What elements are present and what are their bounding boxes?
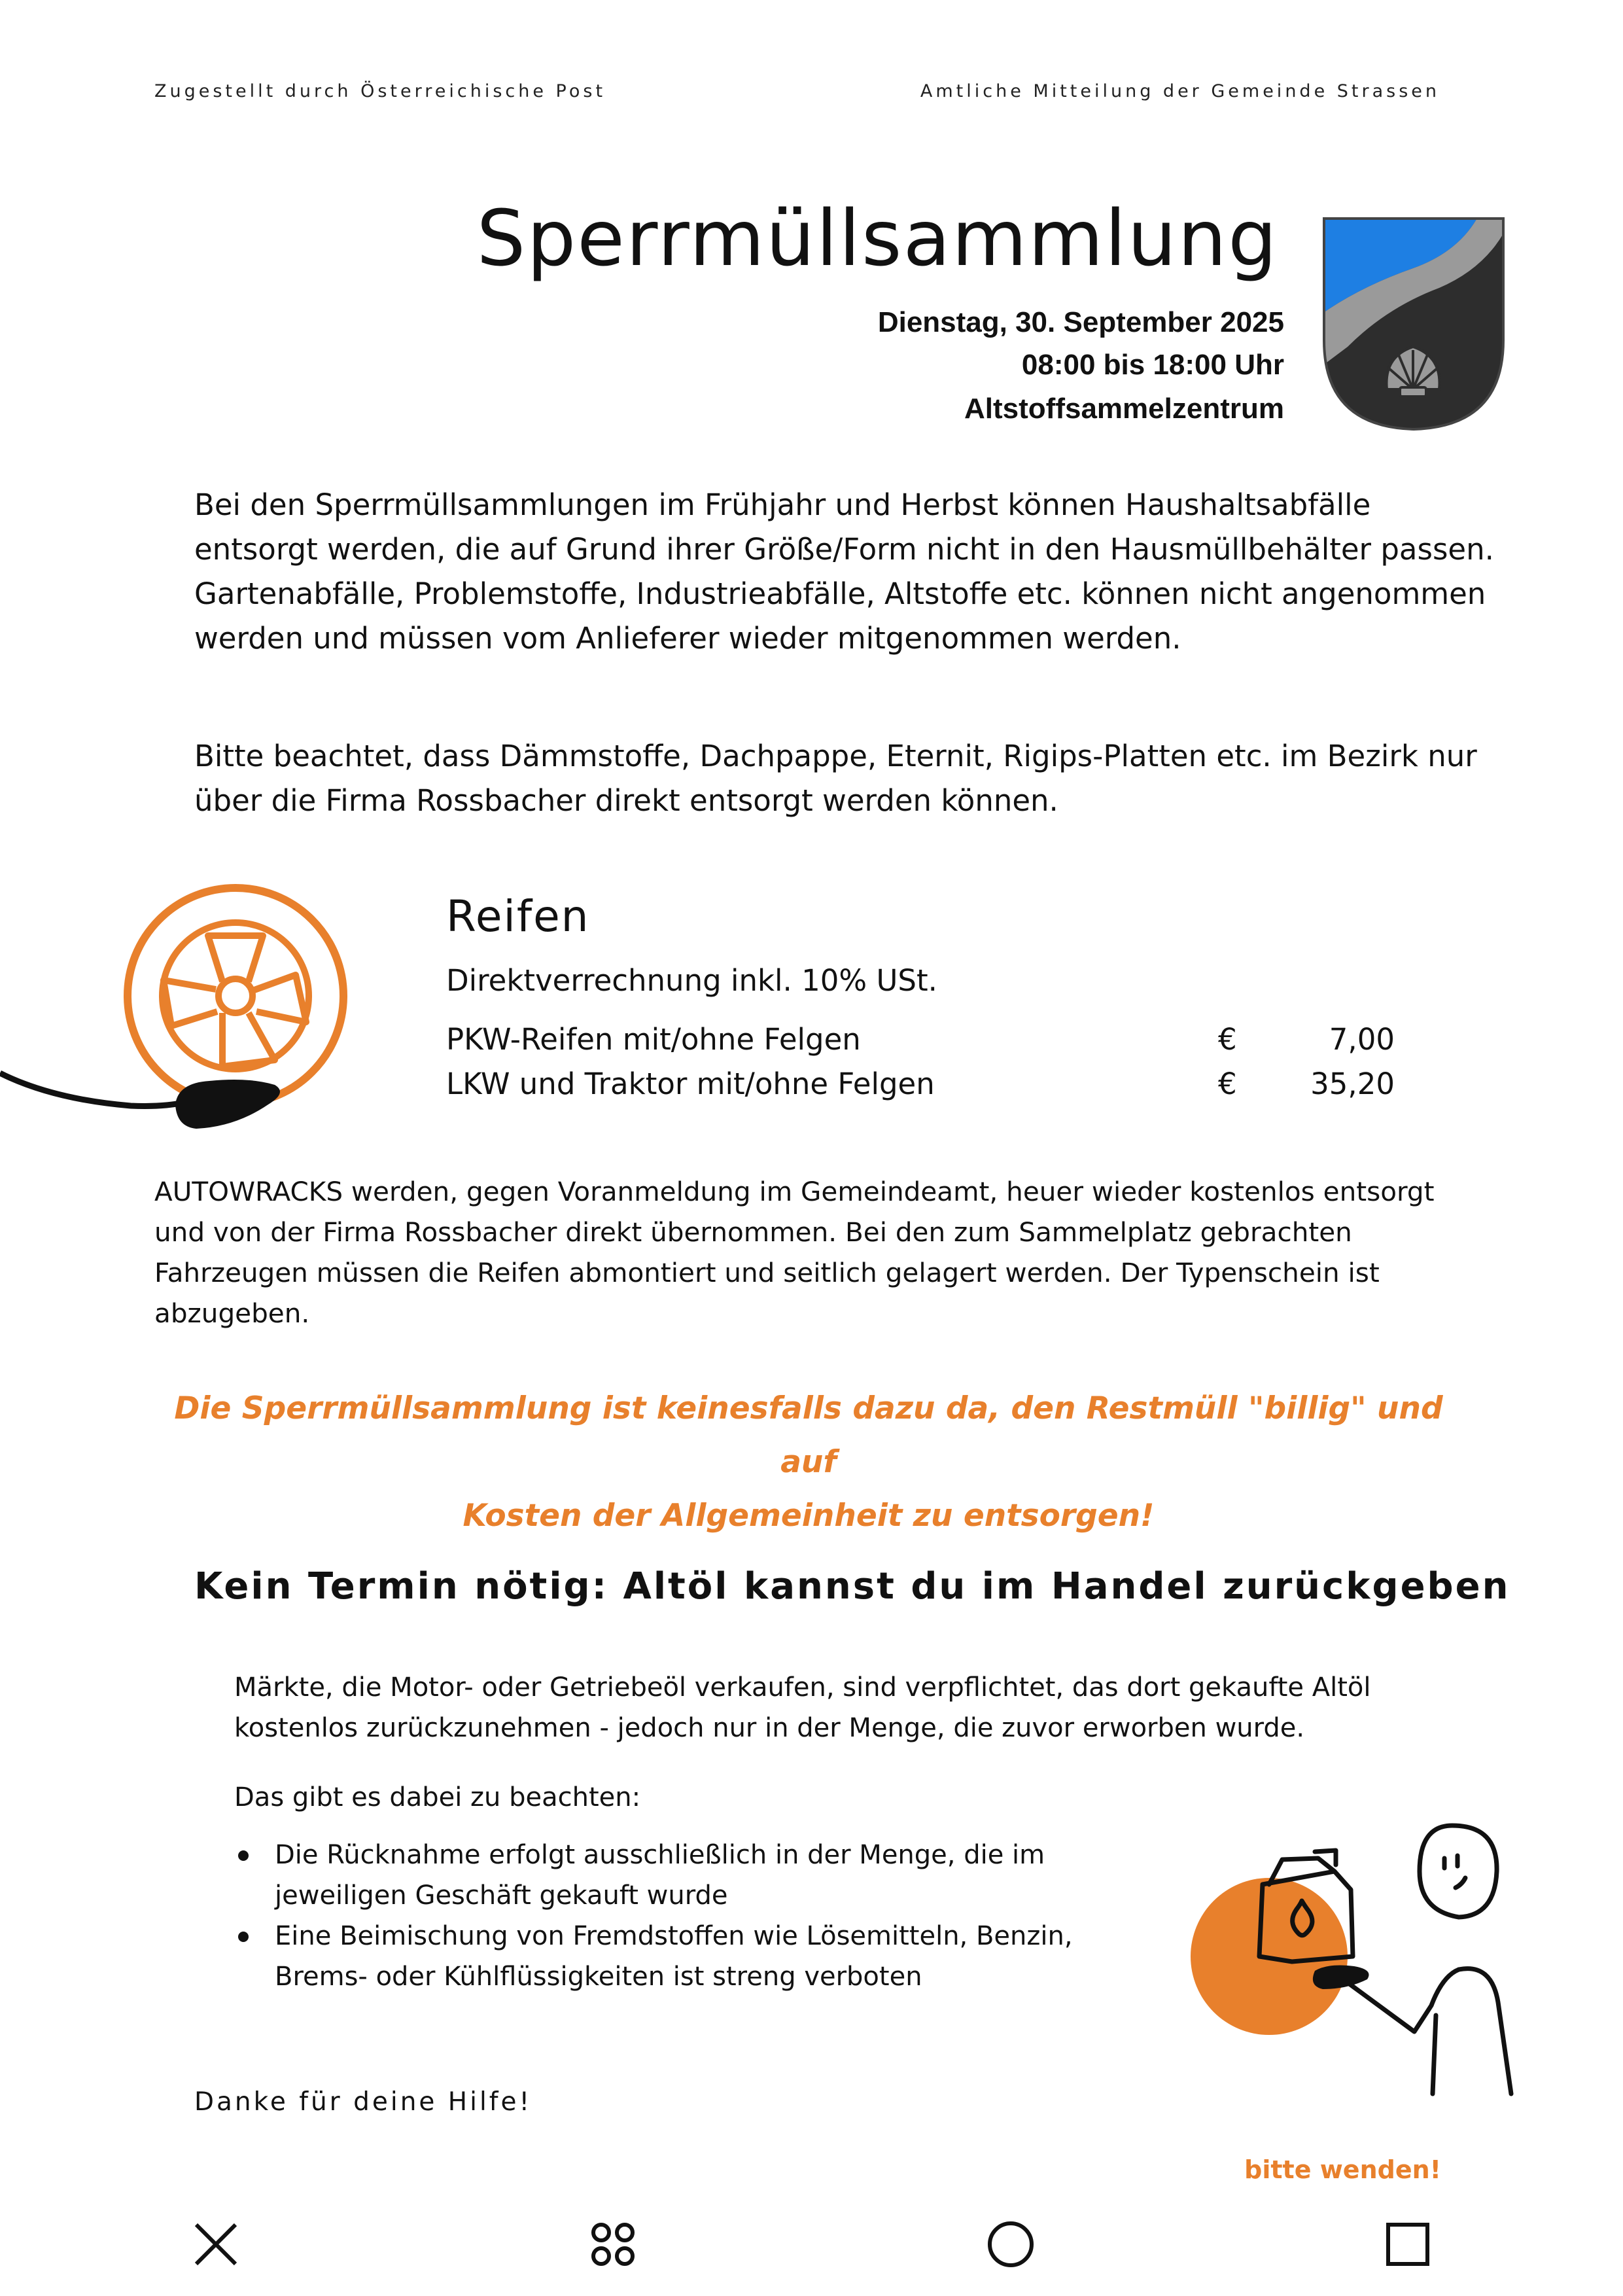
close-icon <box>190 2218 242 2270</box>
header-official-notice: Amtliche Mitteilung der Gemeinde Strassen <box>920 81 1440 101</box>
oil-rules-list <box>234 1835 1163 1997</box>
bullet-icon <box>238 1932 249 1942</box>
autowracks-paragraph: AUTOWRACKS werden, gegen Voranmeldung im Gemeindeamt, heuer wieder kostenlos entsorgt und von der Firma Rossbacher direkt übernommen. Bei den zum Sammelplatz gebrachten Fahrzeugen müssen die Reifen abmontiert und seitlich gelagert werden. Der Typenschein ist abzugeben. <box>154 1176 1435 1329</box>
price-label: PKW-Reifen mit/ohne Felgen <box>446 1022 861 1057</box>
oil-list-intro: Das gibt es dabei zu beachten: <box>234 1782 641 1812</box>
price-amount: 35,20 <box>1310 1067 1395 1101</box>
thanks-note: Danke für deine Hilfe! <box>194 2087 532 2117</box>
list-item: Eine Beimischung von Fremdstoffen wie Lösemitteln, Benzin, Brems- oder Kühlflüssigkeiten ist streng verboten <box>234 1916 1163 1997</box>
price-row <box>446 1067 1395 1111</box>
event-date: Dienstag, 30. September 2025 <box>877 306 1284 338</box>
square-icon <box>1382 2218 1434 2270</box>
event-location: Altstoffsammelzentrum <box>964 393 1284 425</box>
oil-heading: Kein Termin nötig: Altöl kannst du im Handel zurückgeben <box>194 1565 1510 1608</box>
page-title: Sperrmüllsammlung <box>476 193 1278 283</box>
price-label: LKW und Traktor mit/ohne Felgen <box>446 1067 935 1101</box>
warning-notice <box>154 1382 1463 1543</box>
grid-icon <box>587 2218 639 2270</box>
person-with-oil-canister-icon <box>1184 1806 1563 2133</box>
materials-note: Bitte beachtet, dass Dämmstoffe, Dachpappe, Eternit, Rigips-Platten etc. im Bezirk nur über die Firma Rossbacher direkt entsorgt werden können. <box>194 739 1477 818</box>
bullet-icon <box>238 1850 249 1861</box>
list-item: Die Rücknahme erfolgt ausschließlich in der Menge, die im jeweiligen Geschäft gekauft wurde <box>234 1835 1163 1916</box>
price-currency: € <box>1218 1067 1237 1101</box>
warning-line: Kosten der Allgemeinheit zu entsorgen! <box>462 1498 1155 1534</box>
tires-billing-note: Direktverrechnung inkl. 10% USt. <box>446 963 937 998</box>
circle-icon <box>985 2218 1037 2270</box>
oil-paragraph: Märkte, die Motor- oder Getriebeöl verkaufen, sind verpflichtet, das dort gekaufte Altöl kostenlos zurückzunehmen - jedoch nur in der Menge, die zuvor erworben wurde. <box>234 1672 1371 1743</box>
price-amount: 7,00 <box>1329 1022 1395 1057</box>
intro-paragraph: Bei den Sperrmüllsammlungen im Frühjahr und Herbst können Haushaltsabfälle entsorgt werden, die auf Grund ihrer Größe/Form nicht in den Hausmüllbehälter passen. Gartenabfälle, Problemstoffe, Industrieabfälle, Altstoffe etc. können nicht angenommen werden und müssen vom Anlieferer wieder mitgenommen werden. <box>194 487 1494 656</box>
price-currency: € <box>1218 1022 1237 1057</box>
header-delivery-note: Zugestellt durch Österreichische Post <box>154 81 606 101</box>
turn-page-note: bitte wenden! <box>1244 2155 1441 2184</box>
tires-heading: Reifen <box>446 891 590 942</box>
warning-line: Die Sperrmüllsammlung ist keinesfalls dazu da, den Restmüll "billig" und auf <box>174 1390 1443 1480</box>
event-time: 08:00 bis 18:00 Uhr <box>1021 349 1284 381</box>
tire-icon <box>0 870 406 1158</box>
coat-of-arms-icon <box>1321 216 1506 432</box>
price-row <box>446 1022 1395 1067</box>
